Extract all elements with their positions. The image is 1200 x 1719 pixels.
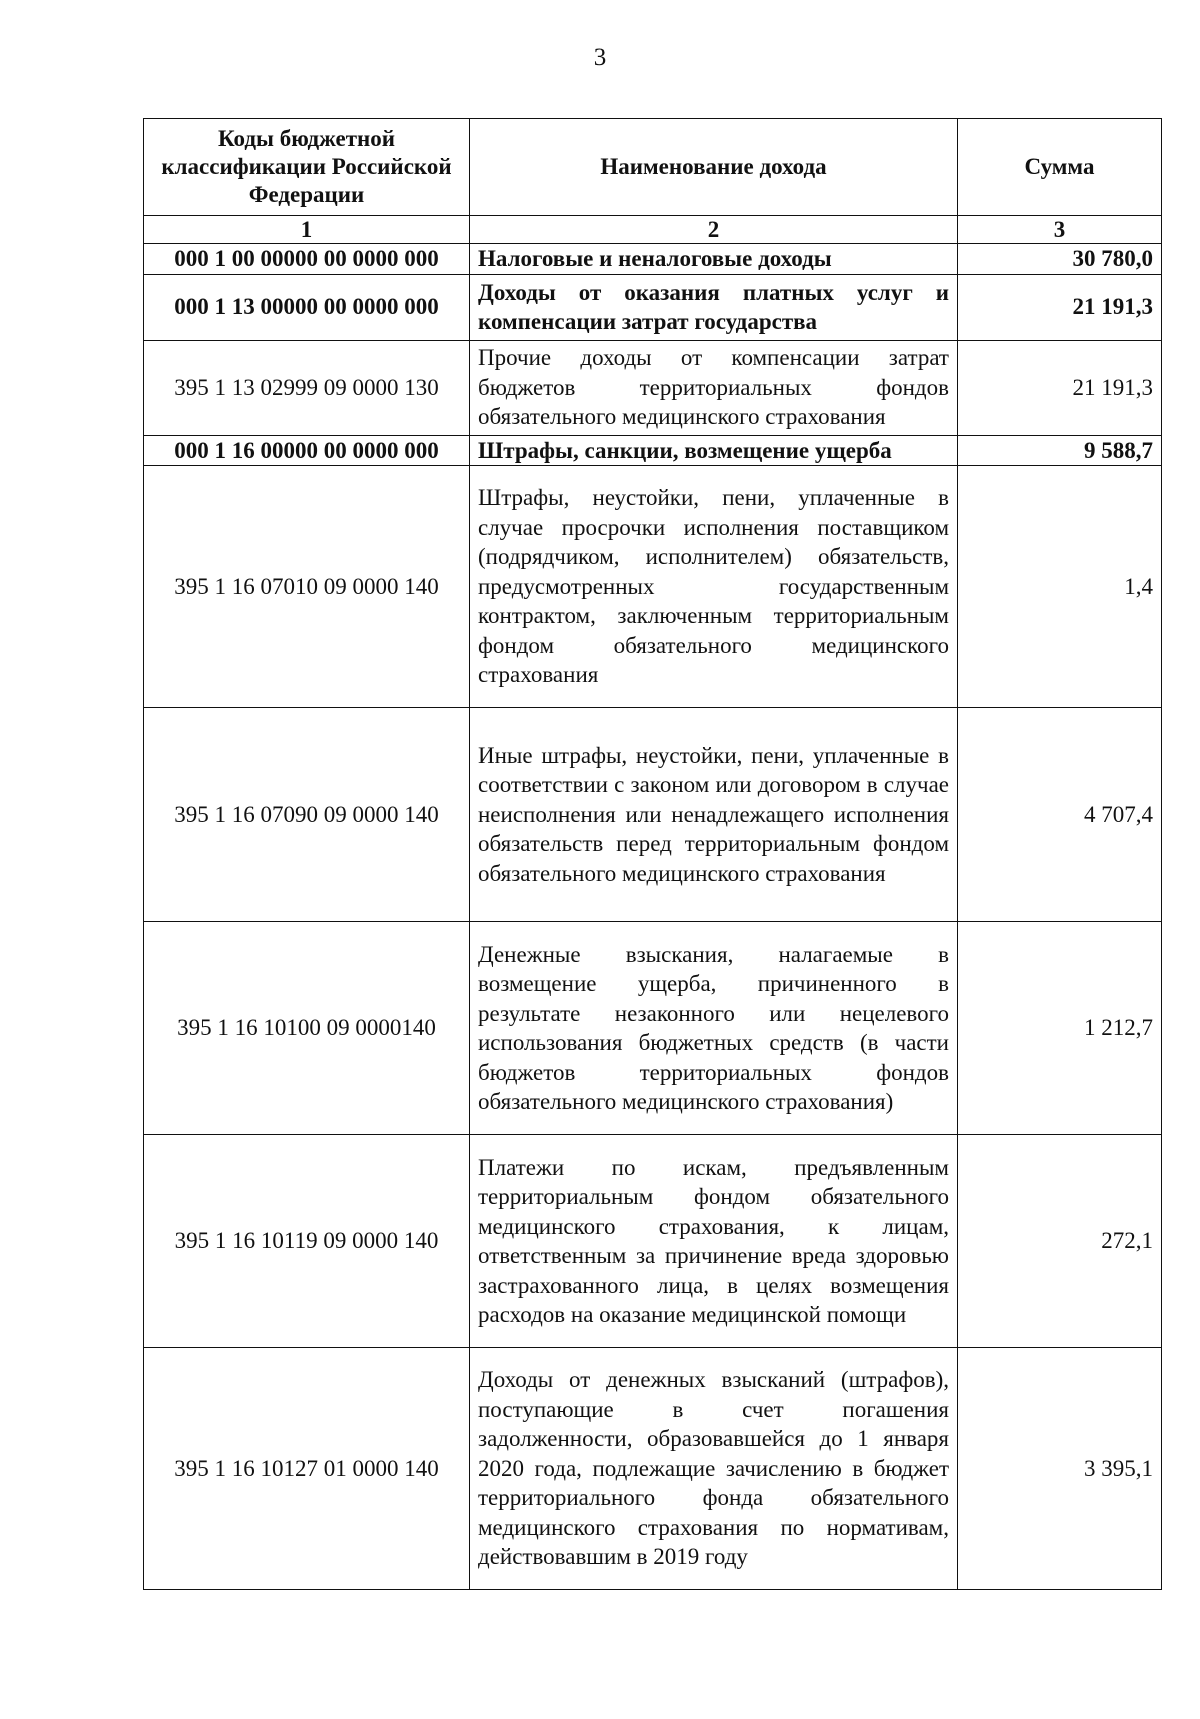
revenue-sum: 272,1 <box>958 1135 1162 1348</box>
revenue-name: Штрафы, неустойки, пени, уплаченные в случае просрочки исполнения поставщиком (подрядчиком, исполнителем) обязательств, предусмотренных государственным контрактом, заключенным территориальным фондом обязательного медицинского страхования <box>470 466 958 708</box>
table-row <box>144 922 1162 1135</box>
table-row <box>144 274 1162 340</box>
budget-code: 395 1 16 10119 09 0000 140 <box>144 1135 470 1348</box>
budget-code: 395 1 16 07090 09 0000 140 <box>144 708 470 922</box>
budget-code: 395 1 13 02999 09 0000 130 <box>144 340 470 435</box>
column-number: 1 <box>144 216 470 244</box>
header-code: Коды бюджетной классификации Российской Федерации <box>144 119 470 216</box>
page-number: 3 <box>593 44 607 71</box>
header-name: Наименование дохода <box>470 119 958 216</box>
table-row <box>144 435 1162 466</box>
table-row <box>144 708 1162 922</box>
column-number: 2 <box>470 216 958 244</box>
budget-code: 000 1 13 00000 00 0000 000 <box>144 274 470 340</box>
budget-code: 395 1 16 07010 09 0000 140 <box>144 466 470 708</box>
revenue-name: Прочие доходы от компенсации затрат бюджетов территориальных фондов обязательного медицинского страхования <box>470 340 958 435</box>
column-number: 3 <box>958 216 1162 244</box>
revenue-name: Иные штрафы, неустойки, пени, уплаченные в соответствии с законом или договором в случае неисполнения или ненадлежащего исполнения обязательств перед территориальным фондом обязательного медицинского страхования <box>470 708 958 922</box>
header-sum: Сумма <box>958 119 1162 216</box>
table-row <box>144 1135 1162 1348</box>
budget-code: 000 1 00 00000 00 0000 000 <box>144 244 470 275</box>
table-row <box>144 340 1162 435</box>
revenue-table <box>143 118 1162 1590</box>
revenue-sum: 9 588,7 <box>958 435 1162 466</box>
revenue-sum: 1,4 <box>958 466 1162 708</box>
table-header-row <box>144 119 1162 216</box>
revenue-name: Доходы от оказания платных услуг и компенсации затрат государства <box>470 274 958 340</box>
revenue-name: Доходы от денежных взысканий (штрафов), поступающие в счет погашения задолженности, образовавшейся до 1 января 2020 года, подлежащие зачислению в бюджет территориального фонда обязательного медицинского страхования по нормативам, действовавшим в 2019 году <box>470 1348 958 1590</box>
revenue-sum: 3 395,1 <box>958 1348 1162 1590</box>
revenue-sum: 1 212,7 <box>958 922 1162 1135</box>
budget-code: 395 1 16 10127 01 0000 140 <box>144 1348 470 1590</box>
revenue-name: Денежные взыскания, налагаемые в возмещение ущерба, причиненного в результате незаконного или нецелевого использования бюджетных средств (в части бюджетов территориальных фондов обязательного медицинского страхования) <box>470 922 958 1135</box>
table-row <box>144 244 1162 275</box>
budget-code: 000 1 16 00000 00 0000 000 <box>144 435 470 466</box>
revenue-sum: 21 191,3 <box>958 274 1162 340</box>
revenue-sum: 21 191,3 <box>958 340 1162 435</box>
revenue-name: Штрафы, санкции, возмещение ущерба <box>470 435 958 466</box>
table-row <box>144 466 1162 708</box>
revenue-sum: 4 707,4 <box>958 708 1162 922</box>
revenue-name: Налоговые и неналоговые доходы <box>470 244 958 275</box>
budget-code: 395 1 16 10100 09 0000140 <box>144 922 470 1135</box>
table-row <box>144 1348 1162 1590</box>
column-number-row <box>144 216 1162 244</box>
revenue-sum: 30 780,0 <box>958 244 1162 275</box>
revenue-name: Платежи по искам, предъявленным территориальным фондом обязательного медицинского страхования, к лицам, ответственным за причинение вреда здоровью застрахованного лица, в целях возмещения расходов на оказание медицинской помощи <box>470 1135 958 1348</box>
